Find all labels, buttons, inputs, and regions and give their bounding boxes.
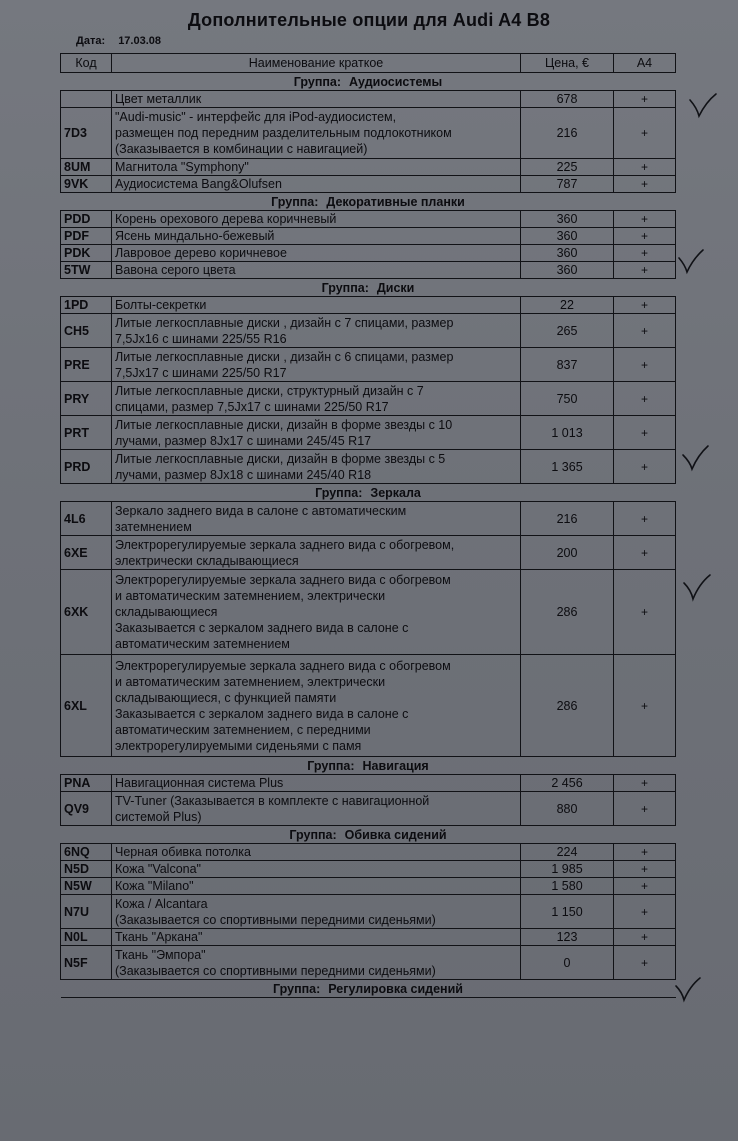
option-price: 22	[521, 297, 614, 314]
table-row	[61, 262, 676, 279]
option-code: PDF	[61, 228, 112, 245]
option-price: 1 985	[521, 861, 614, 878]
option-price: 360	[521, 262, 614, 279]
group-row	[61, 279, 676, 297]
group-name: Регулировка сидений	[328, 981, 463, 996]
option-name	[112, 655, 521, 757]
group-row	[61, 826, 676, 844]
option-name-line: Электрорегулируемые зеркала заднего вида с обогревом	[115, 573, 451, 587]
option-name-line: 7,5Jx16 с шинами 225/55 R16	[115, 331, 287, 346]
group-row	[61, 484, 676, 502]
group-cell	[61, 193, 676, 211]
table-row	[61, 245, 676, 262]
option-price: 1 365	[521, 450, 614, 484]
option-name-line: электрорегулируемыми сиденьями с памя	[115, 738, 362, 753]
header-name: Наименование краткое	[112, 54, 521, 73]
option-price: 216	[521, 108, 614, 159]
option-price: 678	[521, 91, 614, 108]
option-price: 200	[521, 536, 614, 570]
option-name-line: Литые легкосплавные диски, дизайн в форме звезды с 5	[115, 451, 446, 466]
availability-mark: +	[614, 91, 676, 108]
table-row	[61, 775, 676, 792]
option-name-line: размещен под передним разделительным подлокотником	[115, 126, 452, 140]
availability-mark: +	[614, 159, 676, 176]
availability-mark: +	[614, 929, 676, 946]
group-cell	[61, 826, 676, 844]
option-name-line: Кожа / Alcantara	[115, 896, 208, 911]
table-row	[61, 416, 676, 450]
group-cell	[61, 757, 676, 775]
option-code: N7U	[61, 895, 112, 929]
option-price: 265	[521, 314, 614, 348]
option-name-line: Ясень миндально-бежевый	[115, 229, 275, 243]
option-name-line: Заказывается с зеркалом заднего вида в салоне с	[115, 621, 409, 635]
availability-mark: +	[614, 176, 676, 193]
group-name: Диски	[376, 280, 415, 295]
option-code	[61, 91, 112, 108]
group-label: Группа:	[307, 758, 355, 773]
option-name-line: (Заказывается со спортивными передними сиденьями)	[115, 963, 436, 978]
option-name-line: Ткань "Аркана"	[115, 930, 203, 944]
availability-mark: +	[614, 382, 676, 416]
options-table-body	[61, 73, 676, 998]
checkmark-icon	[684, 575, 710, 599]
header-code: Код	[61, 54, 112, 73]
option-code: 1PD	[61, 297, 112, 314]
option-price: 1 013	[521, 416, 614, 450]
option-name-line: Литые легкосплавные диски, структурный дизайн с 7	[115, 383, 424, 398]
table-row	[61, 108, 676, 159]
table-row	[61, 878, 676, 895]
option-price: 225	[521, 159, 614, 176]
option-name-line: Литые легкосплавные диски , дизайн с 6 спицами, размер	[115, 349, 454, 364]
availability-mark: +	[614, 946, 676, 980]
availability-mark: +	[614, 895, 676, 929]
table-row	[61, 297, 676, 314]
option-name	[112, 108, 521, 159]
availability-mark: +	[614, 792, 676, 826]
group-row	[61, 757, 676, 775]
option-name-line: Аудиосистема Bang&Olufsen	[115, 177, 282, 191]
table-header-row	[61, 54, 676, 73]
date-value: 17.03.08	[118, 35, 162, 47]
table-row	[61, 91, 676, 108]
group-row	[61, 73, 676, 91]
option-price: 216	[521, 502, 614, 536]
option-name	[112, 314, 521, 348]
option-code: CH5	[61, 314, 112, 348]
document-date	[76, 35, 161, 47]
option-price: 787	[521, 176, 614, 193]
table-row	[61, 314, 676, 348]
availability-mark: +	[614, 502, 676, 536]
availability-mark: +	[614, 450, 676, 484]
option-code: 6XE	[61, 536, 112, 570]
table-row	[61, 502, 676, 536]
option-name	[112, 502, 521, 536]
option-name	[112, 176, 521, 193]
group-label: Группа:	[271, 194, 319, 209]
option-name-line: автоматическим затемнением	[115, 637, 290, 651]
option-price: 286	[521, 655, 614, 757]
availability-mark: +	[614, 108, 676, 159]
table-row	[61, 211, 676, 228]
table-row	[61, 946, 676, 980]
availability-mark: +	[614, 262, 676, 279]
option-code: PNA	[61, 775, 112, 792]
group-cell	[61, 980, 676, 998]
table-row	[61, 450, 676, 484]
option-price: 360	[521, 245, 614, 262]
option-name-line: Ткань "Эмпора"	[115, 947, 206, 962]
option-name-line: системой Plus)	[115, 809, 202, 824]
option-code: PRE	[61, 348, 112, 382]
option-code: PDK	[61, 245, 112, 262]
option-price: 123	[521, 929, 614, 946]
option-name-line: и автоматическим затемнением, электрически	[115, 589, 386, 603]
option-name-line: Магнитола "Symphony"	[115, 160, 249, 174]
availability-mark: +	[614, 245, 676, 262]
availability-mark: +	[614, 228, 676, 245]
option-name-line: Электрорегулируемые зеркала заднего вида с обогревом,	[115, 537, 455, 552]
option-name-line: Литые легкосплавные диски, дизайн в форме звезды с 10	[115, 417, 453, 432]
option-price: 1 150	[521, 895, 614, 929]
group-cell	[61, 279, 676, 297]
option-name	[112, 536, 521, 570]
option-name	[112, 91, 521, 108]
option-name	[112, 570, 521, 655]
option-code: 6XL	[61, 655, 112, 757]
group-label: Группа:	[289, 827, 337, 842]
option-name	[112, 861, 521, 878]
option-name-line: Навигационная система Plus	[115, 776, 284, 790]
group-row	[61, 193, 676, 211]
table-row	[61, 929, 676, 946]
option-name	[112, 382, 521, 416]
option-code: PRD	[61, 450, 112, 484]
table-row	[61, 792, 676, 826]
table-row	[61, 655, 676, 757]
option-code: 4L6	[61, 502, 112, 536]
option-price: 2 456	[521, 775, 614, 792]
table-row	[61, 159, 676, 176]
table-row	[61, 382, 676, 416]
option-name-line: Болты-секретки	[115, 298, 207, 312]
option-name-line: 7,5Jx17 с шинами 225/50 R17	[115, 365, 287, 380]
option-code: 9VK	[61, 176, 112, 193]
availability-mark: +	[614, 348, 676, 382]
group-row	[61, 980, 676, 998]
option-name-line: Лавровое дерево коричневое	[115, 246, 287, 260]
option-code: 6XK	[61, 570, 112, 655]
options-table	[60, 53, 676, 998]
option-name-line: Кожа "Milano"	[115, 879, 194, 893]
option-name-line: затемнением	[115, 519, 192, 534]
option-name	[112, 895, 521, 929]
option-name	[112, 844, 521, 861]
option-price: 360	[521, 211, 614, 228]
group-label: Группа:	[321, 280, 369, 295]
availability-mark: +	[614, 211, 676, 228]
table-row	[61, 844, 676, 861]
option-name	[112, 878, 521, 895]
group-cell	[61, 73, 676, 91]
option-name-line: Кожа "Valcona"	[115, 862, 201, 876]
availability-mark: +	[614, 844, 676, 861]
option-name-line: складывающиеся	[115, 605, 218, 619]
option-name-line: Заказывается с зеркалом заднего вида в салоне с	[115, 706, 409, 721]
group-name: Аудиосистемы	[349, 74, 443, 89]
table-row	[61, 228, 676, 245]
group-name: Навигация	[362, 758, 429, 773]
availability-mark: +	[614, 655, 676, 757]
option-price: 750	[521, 382, 614, 416]
option-price: 286	[521, 570, 614, 655]
option-price: 1 580	[521, 878, 614, 895]
group-label: Группа:	[273, 981, 321, 996]
option-name	[112, 159, 521, 176]
option-price: 224	[521, 844, 614, 861]
option-code: N5F	[61, 946, 112, 980]
option-name	[112, 946, 521, 980]
option-name	[112, 348, 521, 382]
option-name-line: лучами, размер 8Jx18 с шинами 245/40 R18	[115, 467, 372, 482]
option-name-line: спицами, размер 7,5Jx17 с шинами 225/50 R17	[115, 399, 389, 414]
option-name-line: Электрорегулируемые зеркала заднего вида с обогревом	[115, 658, 451, 673]
date-label: Дата:	[76, 35, 106, 47]
availability-mark: +	[614, 416, 676, 450]
option-name-line: "Audi-music" - интерфейс для iPod-аудиосистем,	[115, 110, 397, 124]
table-row	[61, 570, 676, 655]
table-row	[61, 536, 676, 570]
table-row	[61, 176, 676, 193]
option-price: 0	[521, 946, 614, 980]
option-name-line: Литые легкосплавные диски , дизайн с 7 спицами, размер	[115, 315, 454, 330]
option-price: 360	[521, 228, 614, 245]
option-name-line: складывающиеся, с функцией памяти	[115, 690, 337, 705]
availability-mark: +	[614, 314, 676, 348]
group-name: Обивка сидений	[344, 827, 447, 842]
option-code: 7D3	[61, 108, 112, 159]
option-code: N0L	[61, 929, 112, 946]
option-name-line: Цвет металлик	[115, 92, 202, 106]
header-price: Цена, €	[521, 54, 614, 73]
option-name	[112, 775, 521, 792]
option-code: PRT	[61, 416, 112, 450]
availability-mark: +	[614, 570, 676, 655]
option-name	[112, 450, 521, 484]
option-code: 6NQ	[61, 844, 112, 861]
option-name	[112, 792, 521, 826]
option-price: 880	[521, 792, 614, 826]
group-name: Декоративные планки	[326, 194, 465, 209]
group-cell	[61, 484, 676, 502]
availability-mark: +	[614, 878, 676, 895]
option-name	[112, 262, 521, 279]
option-name-line: и автоматическим затемнением, электрически	[115, 674, 386, 689]
option-code: 5TW	[61, 262, 112, 279]
option-name	[112, 929, 521, 946]
option-name-line: (Заказывается со спортивными передними сиденьями)	[115, 912, 436, 927]
availability-mark: +	[614, 297, 676, 314]
header-model: A4	[614, 54, 676, 73]
option-name-line: (Заказывается в комбинации с навигацией)	[115, 142, 368, 156]
group-label: Группа:	[293, 74, 342, 89]
table-row	[61, 348, 676, 382]
option-name-line: TV-Tuner (Заказывается в комплекте с навигационной	[115, 793, 430, 808]
checkmark-icon	[679, 250, 703, 272]
option-name	[112, 297, 521, 314]
group-label: Группа:	[315, 485, 363, 500]
option-name-line: лучами, размер 8Jx17 с шинами 245/45 R17	[115, 433, 372, 448]
option-name	[112, 416, 521, 450]
option-name	[112, 211, 521, 228]
option-name	[112, 245, 521, 262]
option-code: PRY	[61, 382, 112, 416]
option-name-line: Корень орехового дерева коричневый	[115, 212, 337, 226]
availability-mark: +	[614, 775, 676, 792]
group-name: Зеркала	[370, 485, 421, 500]
checkmark-icon	[676, 978, 700, 1000]
option-code: 8UM	[61, 159, 112, 176]
option-name-line: Зеркало заднего вида в салоне с автоматическим	[115, 503, 407, 518]
table-row	[61, 861, 676, 878]
option-code: N5W	[61, 878, 112, 895]
checkmark-icon	[683, 446, 708, 469]
option-code: N5D	[61, 861, 112, 878]
option-name-line: электрически складывающиеся	[115, 553, 299, 568]
availability-mark: +	[614, 536, 676, 570]
option-code: QV9	[61, 792, 112, 826]
document-title: Дополнительные опции для Audi A4 B8	[187, 10, 551, 30]
option-name	[112, 228, 521, 245]
checkmark-icon	[690, 94, 716, 116]
option-name-line: Черная обивка потолка	[115, 845, 251, 859]
availability-mark: +	[614, 861, 676, 878]
table-row	[61, 895, 676, 929]
option-price: 837	[521, 348, 614, 382]
option-code: PDD	[61, 211, 112, 228]
option-name-line: Вавона серого цвета	[115, 263, 236, 277]
option-name-line: автоматическим затемнением, с передними	[115, 722, 371, 737]
